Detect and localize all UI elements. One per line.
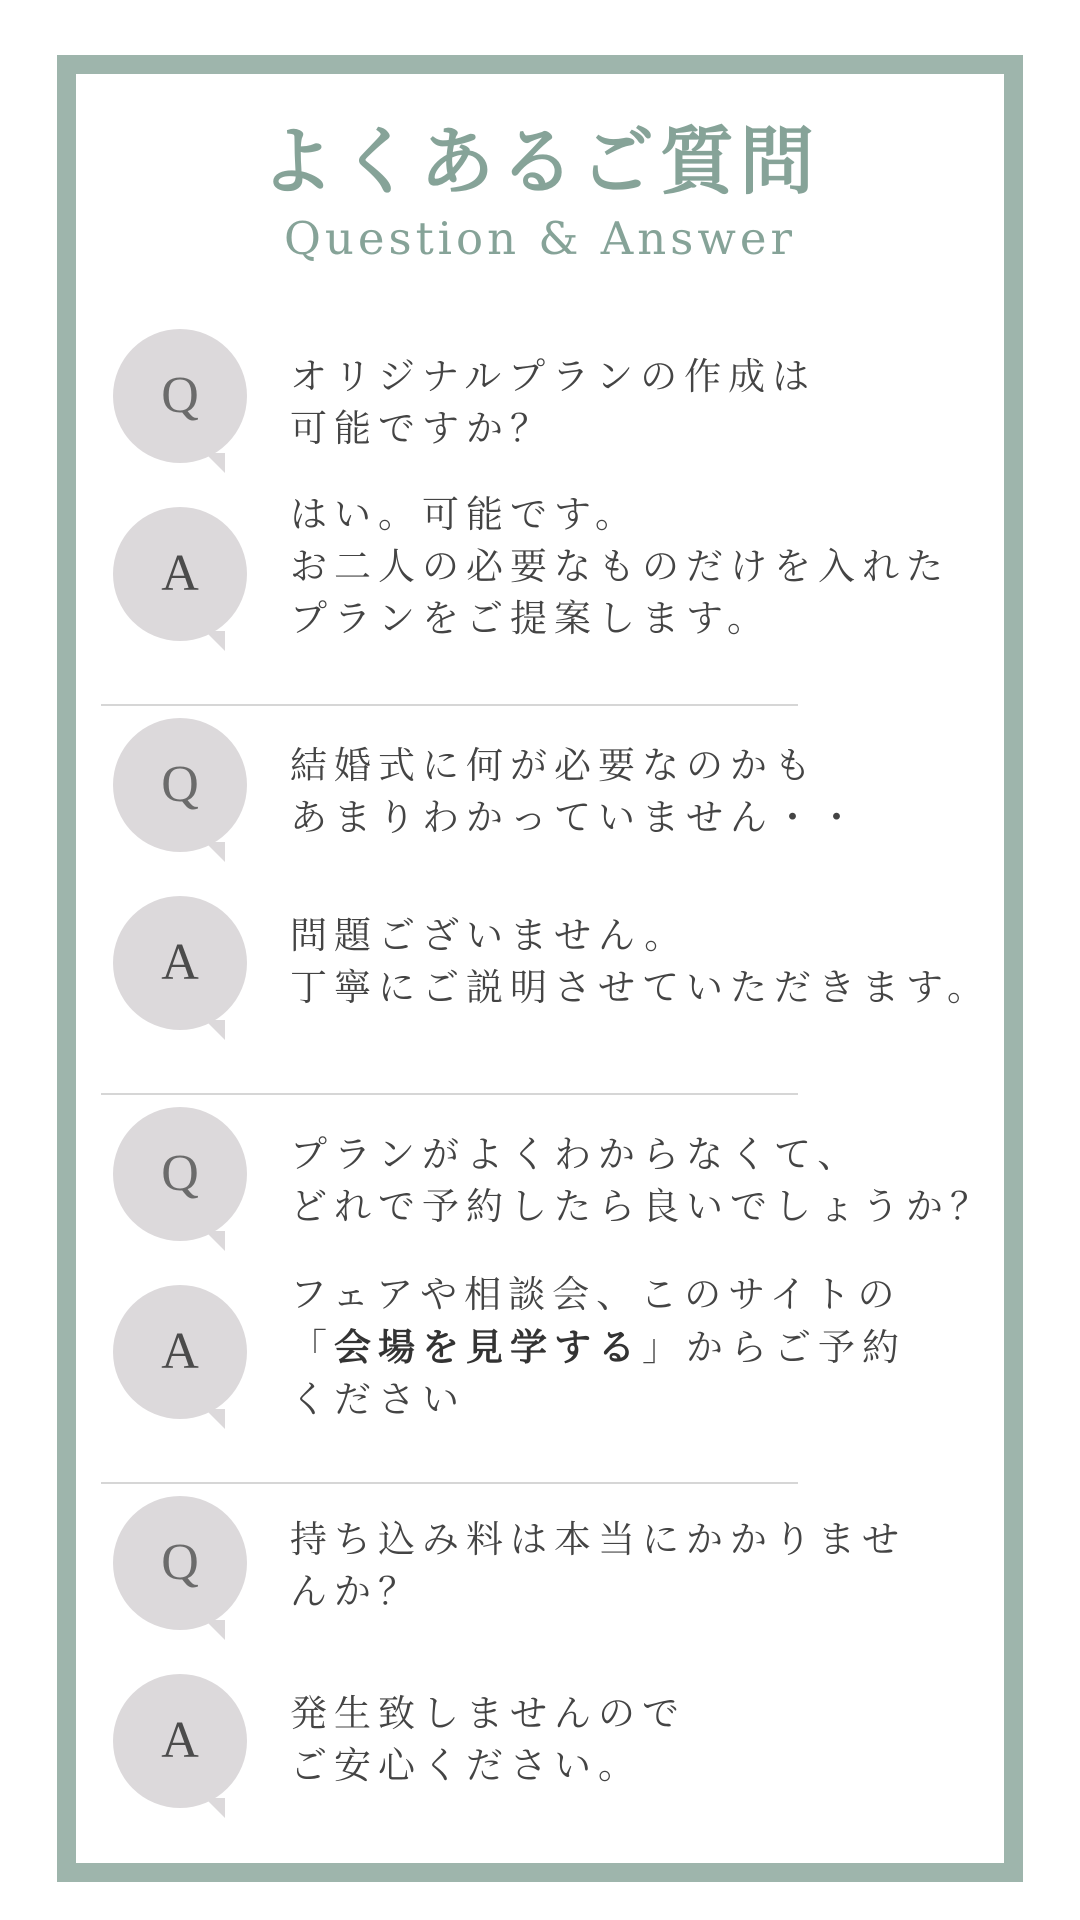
question-line: オリジナルプランの作成は <box>290 355 817 398</box>
divider <box>101 1482 798 1484</box>
q-letter: Q <box>161 756 199 813</box>
question-text-4 <box>290 1514 990 1618</box>
bracket-open: 「 <box>290 1326 334 1369</box>
q-letter: Q <box>161 367 199 424</box>
question-line: 結婚式に何が必要なのかも <box>290 744 818 787</box>
answer-line: 発生致しませんので <box>290 1692 686 1735</box>
bracket-close-text: 」からご予約 <box>642 1326 906 1369</box>
answer-text-3 <box>290 1269 990 1426</box>
question-bubble-icon <box>113 1496 247 1630</box>
question-line: 持ち込み料は本当にかかりませ <box>290 1518 906 1561</box>
answer-line: はい。可能です。 <box>290 493 640 536</box>
answer-text-1 <box>290 489 990 645</box>
question-line: あまりわかっていません・・ <box>290 796 862 839</box>
divider <box>101 1093 798 1095</box>
question-line: んか？ <box>290 1570 422 1613</box>
faq-frame <box>57 55 1023 1882</box>
a-letter: A <box>161 1323 199 1380</box>
answer-text-4 <box>290 1688 990 1792</box>
page-subtitle: Question & Answer <box>283 212 797 265</box>
page-title: よくあるご質問 <box>260 119 820 205</box>
question-line: 可能ですか？ <box>290 407 554 450</box>
answer-line: お二人の必要なものだけを入れた <box>290 545 950 588</box>
a-letter: A <box>161 934 199 991</box>
question-line: プランがよくわからなくて、 <box>290 1133 862 1176</box>
answer-line: 問題ございません。 <box>290 914 689 957</box>
a-letter: A <box>161 545 199 602</box>
answer-line: 丁寧にご説明させていただきます。 <box>290 966 992 1009</box>
question-bubble-icon <box>113 1107 247 1241</box>
a-letter: A <box>161 1712 199 1769</box>
venue-visit-emphasis: 会場を見学する <box>334 1325 642 1369</box>
answer-line: ご安心ください。 <box>290 1744 642 1787</box>
answer-line <box>290 1321 990 1374</box>
question-bubble-icon <box>113 718 247 852</box>
answer-bubble-icon <box>113 896 247 1030</box>
question-text-1 <box>290 351 990 455</box>
answer-line: フェアや相談会、このサイトの <box>290 1273 902 1316</box>
question-bubble-icon <box>113 329 247 463</box>
answer-bubble-icon <box>113 1674 247 1808</box>
question-text-2 <box>290 740 990 844</box>
answer-line: ください <box>290 1378 466 1421</box>
divider <box>101 704 798 706</box>
answer-line: プランをご提案します。 <box>290 597 772 640</box>
q-letter: Q <box>161 1534 199 1591</box>
question-line: どれで予約したら良いでしょうか？ <box>290 1185 994 1228</box>
answer-bubble-icon <box>113 1285 247 1419</box>
question-text-3 <box>290 1129 994 1233</box>
answer-bubble-icon <box>113 507 247 641</box>
answer-text-2 <box>290 910 990 1014</box>
q-letter: Q <box>161 1145 199 1202</box>
